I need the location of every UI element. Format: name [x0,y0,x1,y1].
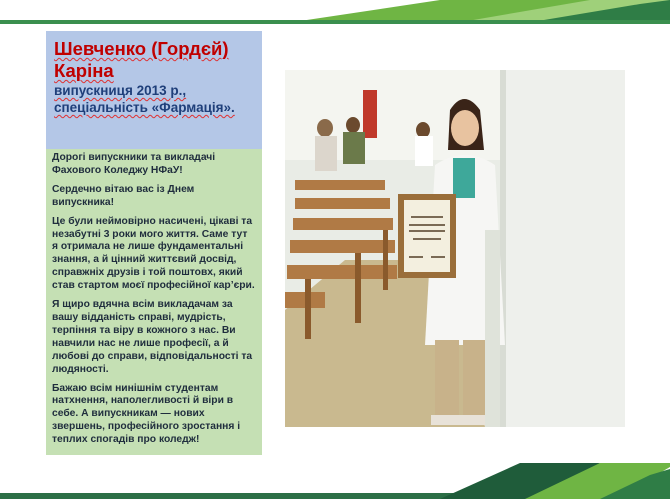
message-gratitude: Я щиро вдячна всім викладачам за вашу відданість справі, мудрість, терпіння та віру в кожного з нас. Ви навчили нас не лише професії, а й любові до справи, відповідальності та людяності. [52,299,253,375]
graduate-header [46,31,262,149]
graduate-name [54,38,254,82]
subtitle-line1: випускниця 2013 р., [54,83,187,98]
name-line2: Каріна [54,60,114,81]
graduate-photo [285,70,625,427]
photo-illustration [285,70,625,427]
message-box [46,149,262,459]
message-greeting: Дорогі випускники та викладачі Фахового Коледжу НФаУ! [52,152,216,176]
bottom-decoration [0,455,670,499]
message-memories: Це були неймовірно насичені, цікаві та незабутні 3 роки мого життя. Саме тут я отримала не лише фундаментальні знання, а й цінний життєвий досвід, справжніх друзів і той поштовх, який став стартом моєї професійної кар’єри. [52,215,255,292]
graduate-subtitle [54,82,254,116]
name-line1: Шевченко (Гордєй) [54,38,229,59]
message-wishes: Бажаю всім нинішнім студентам натхнення, наполегливості й віри в себе. А випускникам — нових звершень, професійного зростання і теплих спогадів про коледж! [52,382,241,446]
message-congrats: Сердечно вітаю вас із Днем випускника! [52,183,195,208]
top-decoration [0,0,670,24]
subtitle-line2: спеціальність «Фармація». [54,100,235,115]
